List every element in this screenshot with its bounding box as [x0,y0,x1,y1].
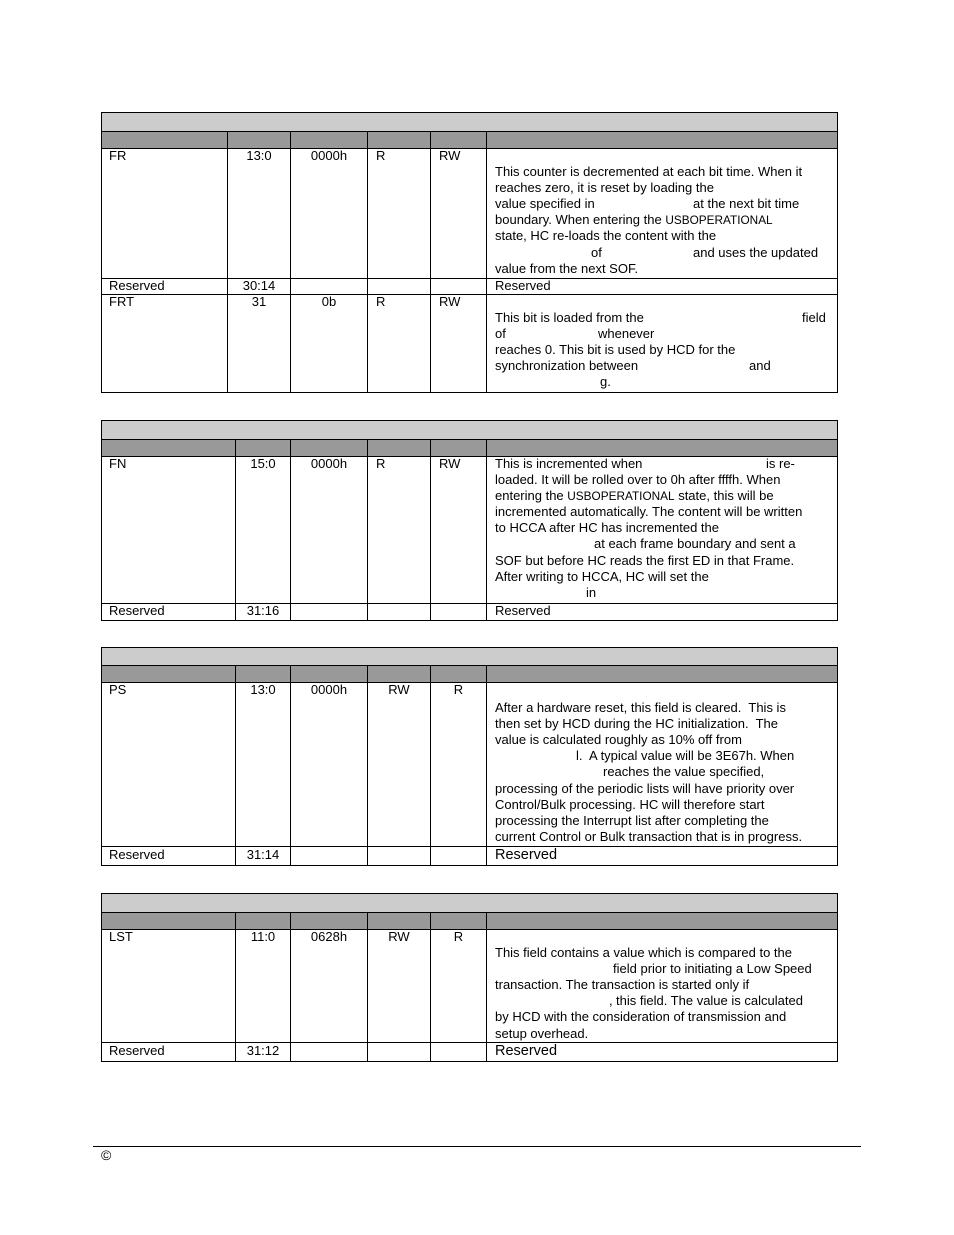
table-row [102,1043,837,1061]
description-cell [486,149,837,278]
reset-value-cell [290,847,367,865]
field-name: FR [109,148,127,163]
bits-value: 31:14 [246,847,280,862]
header-cell-hc-access [430,440,486,456]
description-text: This is incremented when [495,456,643,471]
description-text: After writing to HCCA, HC will set the [495,568,709,584]
field-name-cell [102,683,235,846]
state-name-text: USBOPERATIONAL [665,213,773,228]
description-text: then set by HCD during the HC initialization. The [495,716,779,732]
reset-value-cell [290,1043,367,1061]
description-text: this field. The value is calculated [616,993,803,1009]
hcd-access-cell [367,847,430,865]
description-cell [486,930,837,1042]
copyright-symbol: © [101,1147,112,1163]
description-text: to HCCA after HC has incremented the [495,520,719,536]
hcd-access-cell [367,149,430,278]
description-text: After a hardware reset, this field is cleared. This is [495,700,786,716]
hc-access: RW [439,294,461,309]
hcd-access-cell [367,279,430,294]
description-line [495,504,837,520]
hc-access-cell [430,1043,486,1061]
field-name-cell [102,279,227,294]
description-line [495,164,837,180]
hcd-access-cell [367,930,430,1042]
description-line [495,196,837,212]
description-text: value specified in [495,196,595,212]
bits-cell [227,295,290,392]
hc-access-cell [430,930,486,1042]
description-text: at the next bit time [693,196,800,212]
description-line [495,374,837,390]
description-text: synchronization between [495,358,639,374]
field-name-cell [102,604,235,620]
bits-cell [235,847,290,865]
description-cell [486,847,837,865]
header-cell-hcd-access [367,666,430,682]
description-text: Control/Bulk processing. HC will therefore start [495,796,765,812]
description-line [495,358,837,374]
bits-cell [235,1043,290,1061]
reset-value-cell [290,295,367,392]
reset-value-cell [290,457,367,603]
header-cell-field [102,666,235,682]
reset-value: 0b [321,294,337,309]
hc-access: R [453,682,464,697]
header-cell-hcd-access [367,132,430,148]
description-text: and uses the updated [693,244,819,260]
footer-rule [93,1146,861,1147]
reset-value-cell [290,930,367,1042]
blank-line [495,148,837,164]
field-name: Reserved [109,1043,165,1058]
field-name-cell [102,847,235,865]
header-cell-hc-access [430,666,486,682]
hcd-access: RW [388,682,410,697]
description-text: This field contains a value which is compared to the [495,945,792,961]
description-text: This counter is decremented at each bit time. When it [495,164,803,180]
hc-access-cell [430,604,486,620]
field-name: Reserved [109,278,165,293]
header-cell-description [486,913,837,929]
description-line [495,228,837,244]
description-text: whenever [598,326,655,342]
description-line [495,569,837,585]
header-cell-reset [290,666,367,682]
description-line [495,520,837,536]
bits-value: 30:14 [242,278,276,293]
description-cell [486,279,837,294]
reset-value-cell [290,604,367,620]
register-table-1 [101,112,838,393]
description-line [495,278,837,294]
hcd-access-cell [367,1043,430,1061]
table-row [102,847,837,865]
description-line [495,961,837,977]
description-line [495,536,837,552]
bits-cell [235,930,290,1042]
bits-cell [227,279,290,294]
description-text: and [749,358,771,374]
header-cell-hc-access [430,132,486,148]
bits-cell [235,683,290,846]
description-line [495,945,837,961]
field-name: Reserved [109,847,165,862]
blank-line [495,294,837,310]
description-text: value is calculated roughly as 10% off from [495,732,742,748]
description-line [495,764,837,780]
bits-value: 13:0 [246,148,272,163]
register-table-2 [101,420,838,621]
description-text: state, this will be [674,488,774,504]
description-cell [486,457,837,603]
description-text: boundary. When entering the [495,212,666,228]
description-line [495,781,837,797]
description-line [495,472,837,488]
bits-value: 15:0 [250,456,276,471]
description-text: SOF but before HC reads the first ED in that Frame. [495,552,795,568]
description-text: at each frame boundary and sent a [594,536,796,552]
description-line [495,797,837,813]
description-line [495,829,837,845]
table-title-bar [102,894,837,913]
header-cell-hcd-access [367,913,430,929]
description-line [495,488,837,504]
field-name-cell [102,930,235,1042]
table-header-row [102,440,837,457]
description-line [495,342,837,358]
description-cell [486,604,837,620]
description-line [495,245,837,261]
description-text: incremented automatically. The content will be written [495,504,803,520]
description-text: field prior to initiating a Low Speed [613,961,812,977]
description-text: by HCD with the consideration of transmission and [495,1009,787,1025]
description-line [495,813,837,829]
header-cell-description [486,666,837,682]
description-line [495,977,837,993]
reset-value: 0000h [310,456,348,471]
reset-value: 0000h [310,148,348,163]
field-name: FRT [109,294,135,309]
table-row [102,149,837,279]
table-title-bar [102,113,837,132]
hc-access: RW [439,148,461,163]
description-line [495,261,837,277]
description-line [495,456,837,472]
hcd-access: R [376,456,386,471]
table-row [102,604,837,620]
table-row [102,930,837,1043]
description-text: setup overhead. [495,1025,589,1041]
table-header-row [102,666,837,683]
description-line [495,1009,837,1025]
table-row [102,683,837,847]
hcd-access-cell [367,295,430,392]
hc-access: R [453,929,464,944]
reset-value: 0000h [310,682,348,697]
header-cell-bits [235,913,290,929]
hc-access-cell [430,295,486,392]
table-header-row [102,132,837,149]
hcd-access: R [376,148,386,163]
reset-value-cell [290,279,367,294]
header-cell-reset [290,440,367,456]
header-cell-reset [290,913,367,929]
description-line [495,585,837,601]
description-line [495,1042,837,1059]
description-line [495,603,837,619]
header-cell-field [102,132,227,148]
description-text: Reserved [495,603,551,618]
description-text: entering the [495,488,568,504]
header-cell-description [486,132,837,148]
description-line [495,180,837,196]
header-cell-field [102,440,235,456]
description-cell [486,295,837,392]
blank-line [495,682,837,700]
description-text: transaction. The transaction is started only if [495,977,750,993]
description-line [495,716,837,732]
reset-value-cell [290,149,367,278]
bits-cell [235,457,290,603]
hcd-access: R [376,294,386,309]
hc-access: RW [439,456,461,471]
field-name: PS [109,682,127,697]
description-line [495,846,837,863]
description-text: is re- [766,456,795,471]
description-line [495,732,837,748]
description-text: processing of the periodic lists will have priority over [495,780,795,796]
description-text: This bit is loaded from the [495,310,644,326]
header-cell-hc-access [430,913,486,929]
description-text: loaded. It will be rolled over to 0h after ffffh. When [495,472,781,488]
blank-line [495,929,837,945]
header-cell-bits [227,132,290,148]
description-text: Reserved [495,278,551,293]
description-line [495,310,837,326]
table-row [102,457,837,604]
hcd-access: RW [388,929,410,944]
hcd-access-cell [367,683,430,846]
field-name: FN [109,456,127,471]
bits-value: 31 [251,294,267,309]
description-text: , [609,993,613,1009]
bits-value: 31:16 [246,603,280,618]
bits-cell [235,604,290,620]
bits-cell [227,149,290,278]
field-name: LST [109,929,133,944]
description-text: reaches the value specified, [603,764,765,780]
description-cell [486,1043,837,1061]
table-title-bar [102,648,837,666]
description-line [495,326,837,342]
field-name: Reserved [109,603,165,618]
description-text: of [495,326,506,342]
table-header-row [102,913,837,930]
hc-access-cell [430,683,486,846]
hcd-access-cell [367,604,430,620]
register-table-4 [101,893,838,1062]
field-name-cell [102,457,235,603]
description-text: reaches zero, it is reset by loading the [495,180,714,196]
reset-value: 0628h [310,929,348,944]
table-row [102,279,837,295]
description-text: current Control or Bulk transaction that is in progress. [495,828,803,844]
description-text: g. [600,374,611,390]
state-name-text: USBOPERATIONAL [567,489,675,504]
description-cell [486,683,837,846]
hc-access-cell [430,279,486,294]
description-text: Reserved [495,847,558,863]
header-cell-bits [235,666,290,682]
table-title-bar [102,421,837,440]
table-row [102,295,837,392]
bits-value: 11:0 [250,929,276,944]
description-text: of [591,244,602,260]
description-text: Reserved [495,1043,558,1059]
hc-access-cell [430,457,486,603]
reset-value-cell [290,683,367,846]
header-cell-hcd-access [367,440,430,456]
header-cell-reset [290,132,367,148]
hcd-access-cell [367,457,430,603]
description-text: field [802,310,826,326]
description-line [495,1026,837,1042]
field-name-cell [102,149,227,278]
hc-access-cell [430,149,486,278]
description-line [495,212,837,228]
description-text: in [586,584,597,600]
description-text: state, HC re-loads the content with the [495,228,717,244]
description-line [495,993,837,1009]
hc-access-cell [430,847,486,865]
description-line [495,700,837,716]
bits-value: 31:12 [246,1043,280,1058]
field-name-cell [102,295,227,392]
description-text: processing the Interrupt list after completing the [495,812,769,828]
description-line [495,748,837,764]
register-table-3 [101,647,838,866]
field-name-cell [102,1043,235,1061]
header-cell-bits [235,440,290,456]
description-text: reaches 0. This bit is used by HCD for the [495,342,736,358]
description-line [495,553,837,569]
description-text: l. A typical value will be 3E67h. When [576,748,795,764]
bits-value: 13:0 [250,682,276,697]
header-cell-field [102,913,235,929]
header-cell-description [486,440,837,456]
description-text: value from the next SOF. [495,260,639,276]
